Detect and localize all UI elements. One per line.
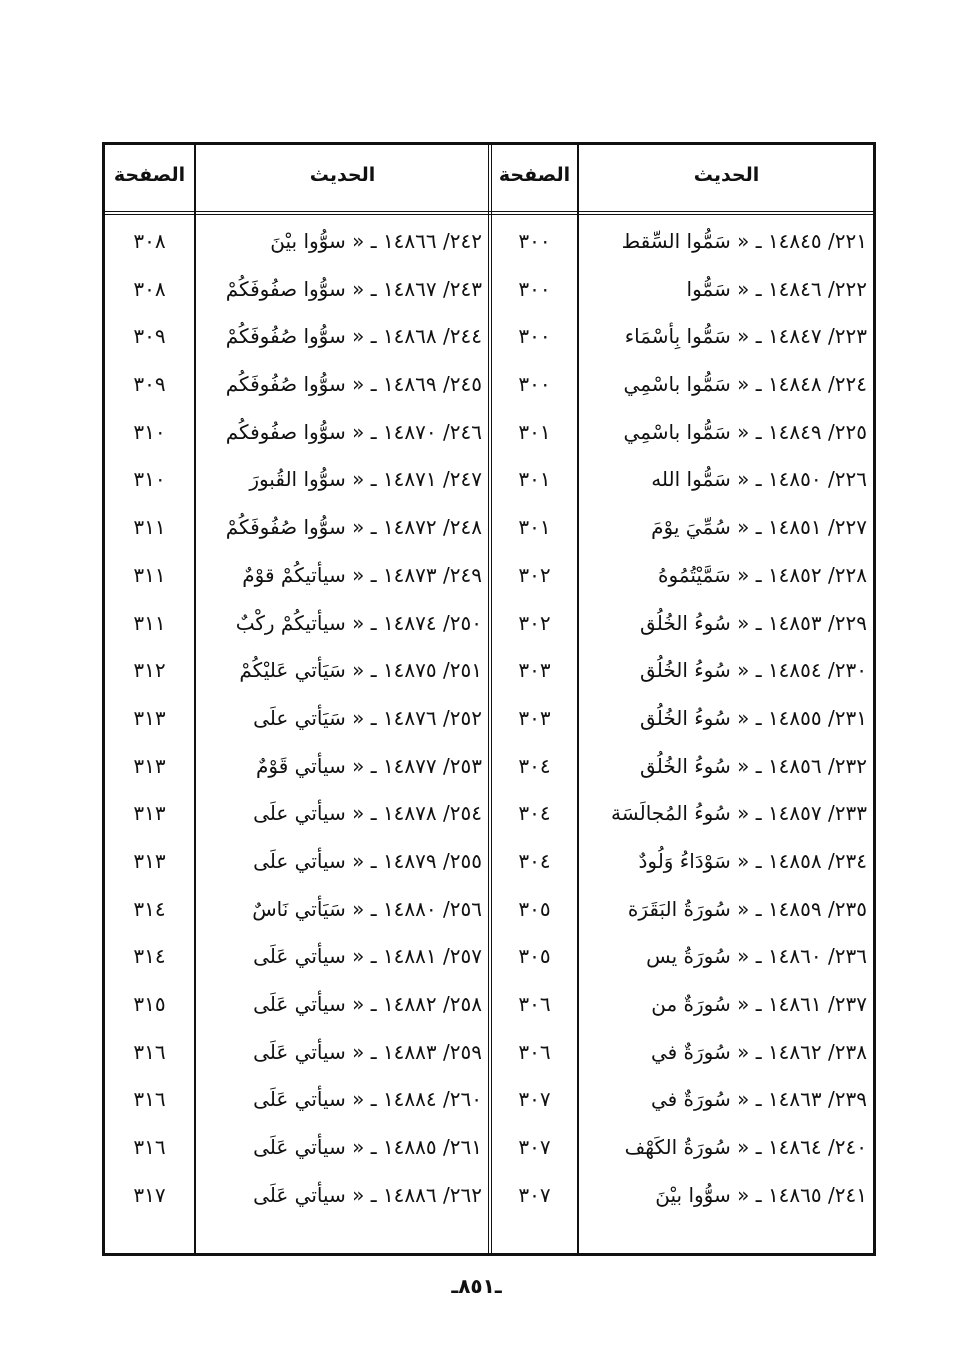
page-ref-right: ٣٠١	[518, 467, 551, 492]
table-row	[105, 647, 873, 695]
table-row	[105, 361, 873, 409]
page-ref-left: ٣١٥	[133, 992, 166, 1016]
hadith-entry-left: ٢٤٤/ ١٤٨٦٨ ـ « سوُّوا صُفُوفَكُمْ	[225, 324, 482, 349]
page-ref-left: ٣١٤	[133, 944, 166, 969]
table-header	[105, 145, 873, 215]
hadith-entry-left: ٢٥٧/ ١٤٨٨١ ـ « سيأتي عَلَى	[253, 944, 482, 969]
hadith-entry-left: ٢٥١/ ١٤٨٧٥ ـ « سَيَأتي عَليْكُمْ	[239, 658, 482, 683]
hadith-entry-right: ٢٣٤/ ١٤٨٥٨ ـ « سَوْدَاءُ وَلُودٌ	[638, 848, 867, 873]
hadith-entry-right: ٢٢٤/ ١٤٨٤٨ ـ « سَمُّوا باسْمِي	[623, 372, 867, 397]
hadith-index-table	[102, 142, 876, 1256]
page-ref-right: ٣٠٧	[518, 1087, 551, 1112]
table-row	[105, 409, 873, 457]
hadith-entry-left: ٢٥٩/ ١٤٨٨٣ ـ « سيأتي عَلَى	[253, 1039, 482, 1064]
hadith-entry-right: ٢٣٥/ ١٤٨٥٩ ـ « سُورَةُ البَقَرَة	[627, 896, 867, 921]
page-ref-right: ٣٠٠	[518, 276, 551, 301]
page-ref-left: ٣١٤	[133, 896, 166, 921]
page-ref-left: ٣١٦	[133, 1039, 166, 1064]
header-hadith-left: الحديث	[309, 164, 376, 186]
page-ref-right: ٣٠٣	[518, 705, 551, 730]
page-ref-left: ٣٠٨	[133, 276, 166, 301]
table-row	[105, 1076, 873, 1124]
hadith-entry-right: ٢٣٣/ ١٤٨٥٧ ـ « سُوءُ المُجالَسَة	[611, 801, 867, 826]
hadith-entry-left: ٢٥٦/ ١٤٨٨٠ ـ « سَيَأتي نَاسٌ	[252, 896, 482, 921]
hadith-entry-right: ٢٢٣/ ١٤٨٤٧ ـ « سَمُّوا بِأسْمَاء	[624, 324, 867, 349]
hadith-entry-left: ٢٦٢/ ١٤٨٨٦ ـ « سيأتي عَلَى	[253, 1182, 482, 1207]
hadith-entry-left: ٢٤٣/ ١٤٨٦٧ ـ « سوُّوا صفُوفَكُمْ	[225, 276, 482, 301]
page-ref-left: ٣٠٩	[133, 372, 166, 397]
table-row	[105, 552, 873, 600]
page-ref-right: ٣٠١	[518, 515, 551, 540]
hadith-entry-right: ٢٣٦/ ١٤٨٦٠ ـ « سُورَةُ يس	[646, 944, 867, 969]
hadith-entry-right: ٢٢٥/ ١٤٨٤٩ ـ « سَمُّوا باسْمِي	[623, 419, 867, 444]
page-ref-right: ٣٠٤	[518, 848, 551, 873]
table-row	[105, 1124, 873, 1172]
page-ref-right: ٣٠٠	[518, 324, 551, 349]
hadith-entry-left: ٢٤٨/ ١٤٨٧٢ ـ « سوُّوا صُفُوفَكُمْ	[225, 515, 482, 540]
header-page-right: الصفحة	[498, 164, 571, 186]
hadith-entry-right: ٢٣٩/ ١٤٨٦٣ ـ « سُورَةٌ في	[650, 1087, 867, 1112]
hadith-entry-right: ٢٢١/ ١٤٨٤٥ ـ « سَمُّوا السِّقط	[621, 229, 867, 253]
hadith-entry-left: ٢٥٥/ ١٤٨٧٩ ـ « سيأتي علَى	[253, 848, 482, 873]
hadith-entry-left: ٢٤٥/ ١٤٨٦٩ ـ « سوُّوا صُفُوفَكُم	[225, 372, 482, 397]
hadith-entry-right: ٢٣٧/ ١٤٨٦١ ـ « سُورَةٌ من	[651, 992, 867, 1016]
hadith-entry-left: ٢٥٤/ ١٤٨٧٨ ـ « سيأتي علَى	[253, 801, 482, 826]
page-ref-left: ٣١٠	[133, 419, 166, 444]
hadith-entry-left: ٢٦٠/ ١٤٨٨٤ ـ « سيأتي عَلَى	[253, 1087, 482, 1112]
table-row	[105, 504, 873, 552]
hadith-entry-right: ٢٢٨/ ١٤٨٥٢ ـ « سَمَّيْتُمُوهُ	[658, 562, 867, 587]
table-row	[105, 933, 873, 981]
table-row	[105, 266, 873, 314]
hadith-entry-right: ٢٤١/ ١٤٨٦٥ ـ « سوُّوا بيْنَ	[655, 1182, 867, 1207]
page-ref-left: ٣١٢	[133, 658, 166, 683]
page-ref-right: ٣٠٠	[518, 229, 551, 253]
page-ref-right: ٣٠٣	[518, 658, 551, 683]
table-row	[105, 218, 873, 266]
table-row	[105, 886, 873, 934]
page-ref-right: ٣٠٦	[518, 992, 551, 1016]
page-number: ـ٨٥١ـ	[451, 1274, 502, 1298]
page-ref-right: ٣٠١	[518, 419, 551, 444]
page-ref-right: ٣٠٢	[518, 562, 551, 587]
page-ref-right: ٣٠٥	[518, 944, 551, 969]
hadith-entry-right: ٢٣٨/ ١٤٨٦٢ ـ « سُورَةٌ في	[650, 1039, 867, 1064]
page-ref-left: ٣٠٨	[133, 229, 166, 253]
page-ref-left: ٣١٣	[133, 705, 166, 730]
page-ref-left: ٣١١	[133, 515, 166, 540]
page-ref-right: ٣٠٢	[518, 610, 551, 635]
hadith-entry-left: ٢٥٣/ ١٤٨٧٧ ـ « سيأتي قَوْمٌ	[256, 753, 482, 778]
hadith-entry-right: ٢٣١/ ١٤٨٥٥ ـ « سُوءُ الخُلُق	[640, 705, 867, 730]
table-row	[105, 313, 873, 361]
hadith-entry-left: ٢٤٦/ ١٤٨٧٠ ـ « سوُّوا صفُوفكُم	[225, 419, 482, 444]
table-row	[105, 600, 873, 648]
table-row	[105, 456, 873, 504]
hadith-entry-left: ٢٥٠/ ١٤٨٧٤ ـ « سيأتيكُمْ ركْبٌ	[235, 610, 482, 635]
hadith-entry-left: ٢٤٢/ ١٤٨٦٦ ـ « سوُّوا بيْنَ	[270, 229, 482, 253]
page-ref-left: ٣١٣	[133, 753, 166, 778]
header-hadith-right: الحديث	[693, 164, 760, 186]
page-ref-left: ٣١٣	[133, 801, 166, 826]
table-row	[105, 838, 873, 886]
page-ref-left: ٣١٧	[133, 1182, 166, 1207]
table-row	[105, 695, 873, 743]
page-ref-right: ٣٠٤	[518, 801, 551, 826]
page-ref-right: ٣٠٥	[518, 896, 551, 921]
header-page-left: الصفحة	[113, 164, 186, 186]
page-ref-left: ٣١١	[133, 562, 166, 587]
hadith-entry-right: ٢٤٠/ ١٤٨٦٤ ـ « سُورَةُ الكَهْف	[624, 1135, 867, 1160]
hadith-entry-left: ٢٤٩/ ١٤٨٧٣ ـ « سيأتيكُمْ قوْمٌ	[242, 562, 482, 587]
page-ref-right: ٣٠٧	[518, 1135, 551, 1160]
page-ref-left: ٣١١	[133, 610, 166, 635]
table-row	[105, 790, 873, 838]
page-ref-left: ٣١٦	[133, 1135, 166, 1160]
table-row	[105, 1172, 873, 1220]
hadith-entry-right: ٢٢٩/ ١٤٨٥٣ ـ « سُوءُ الخُلُق	[640, 610, 867, 635]
table-row	[105, 743, 873, 791]
hadith-entry-right: ٢٣٢/ ١٤٨٥٦ ـ « سُوءُ الخُلُق	[640, 753, 867, 778]
hadith-entry-right: ٢٣٠/ ١٤٨٥٤ ـ « سُوءُ الخُلُق	[640, 658, 867, 683]
hadith-entry-left: ٢٥٨/ ١٤٨٨٢ ـ « سيأتي عَلَى	[253, 992, 482, 1016]
page-ref-right: ٣٠٠	[518, 372, 551, 397]
page-ref-left: ٣١٠	[133, 467, 166, 492]
page-ref-left: ٣٠٩	[133, 324, 166, 349]
table-body	[105, 218, 873, 1219]
hadith-entry-left: ٢٤٧/ ١٤٨٧١ ـ « سوُّوا القُبورَ	[249, 467, 482, 492]
page-ref-right: ٣٠٦	[518, 1039, 551, 1064]
hadith-entry-right: ٢٢٧/ ١٤٨٥١ ـ « سُمِّيَ يوْمَ	[651, 515, 867, 540]
table-row	[105, 1029, 873, 1077]
hadith-entry-right: ٢٢٢/ ١٤٨٤٦ ـ « سَمُّوا	[686, 276, 867, 301]
page-ref-right: ٣٠٧	[518, 1182, 551, 1207]
page-ref-left: ٣١٣	[133, 848, 166, 873]
page-ref-right: ٣٠٤	[518, 753, 551, 778]
hadith-entry-right: ٢٢٦/ ١٤٨٥٠ ـ « سَمُّوا الله	[651, 467, 867, 492]
table-row	[105, 981, 873, 1029]
hadith-entry-left: ٢٥٢/ ١٤٨٧٦ ـ « سَيَأتي علَى	[253, 705, 482, 730]
page-ref-left: ٣١٦	[133, 1087, 166, 1112]
hadith-entry-left: ٢٦١/ ١٤٨٨٥ ـ « سيأتي عَلَى	[253, 1135, 482, 1160]
